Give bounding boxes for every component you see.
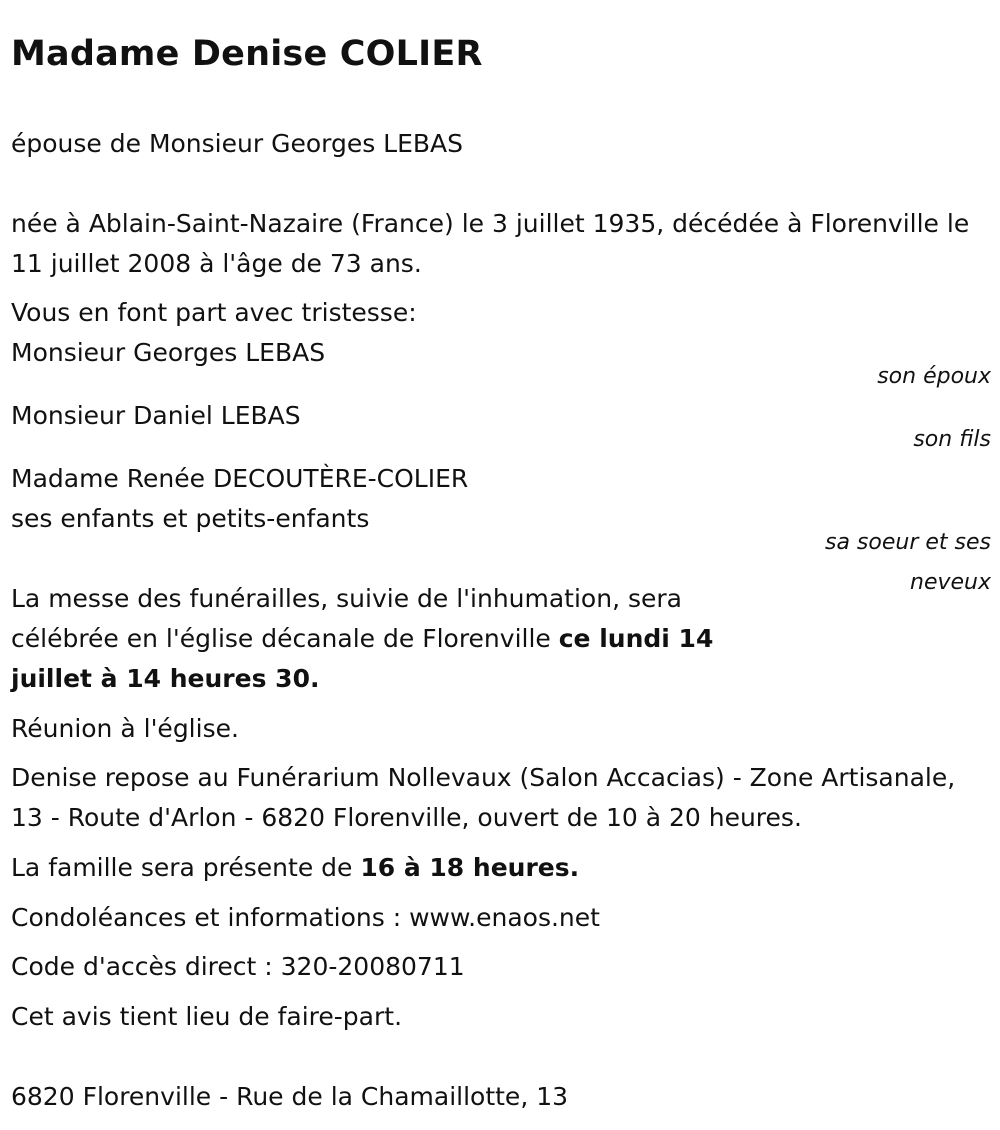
access-code-text: Code d'accès direct : 320-20080711 xyxy=(11,952,465,981)
mass-date: ce lundi 14 juillet à 14 heures 30. xyxy=(11,624,714,693)
address-text: 6820 Florenville - Rue de la Chamaillotte, 13 xyxy=(11,1082,569,1111)
condolences-text: Condoléances et informations : www.enaos.net xyxy=(11,903,600,932)
mass-description: La messe des funérailles, suivie de l'inhumation, sera célébrée en l'église décanale de Florenville xyxy=(11,584,682,653)
family-member-name: Monsieur Daniel LEBAS xyxy=(11,401,301,430)
family-member-role: son époux xyxy=(877,364,991,389)
family-member-name: Madame Renée DECOUTÈRE-COLIER xyxy=(11,464,469,493)
notice-text: Cet avis tient lieu de faire-part. xyxy=(11,1002,403,1031)
family-presence-label: La famille sera présente de xyxy=(11,853,361,882)
family-presence-text xyxy=(11,848,579,888)
meeting-text: Réunion à l'église. xyxy=(11,714,239,743)
family-member-role: sa soeur et ses neveux xyxy=(825,530,991,595)
family-member-role: son fils xyxy=(913,427,991,452)
grandchildren-line: ses enfants et petits-enfants xyxy=(11,504,370,533)
repose-text: Denise repose au Funérarium Nollevaux (Salon Accacias) - Zone Artisanale, 13 - Route d'Arlon - 6820 Florenville, ouvert de 10 à 20 heures. xyxy=(11,763,956,832)
page-title: Madame Denise COLIER xyxy=(11,34,483,74)
spouse-line: épouse de Monsieur Georges LEBAS xyxy=(11,129,464,158)
family-member-name: Monsieur Georges LEBAS xyxy=(11,338,326,367)
announce-intro: Vous en font part avec tristesse: xyxy=(11,298,417,327)
birth-death-text: née à Ablain-Saint-Nazaire (France) le 3 juillet 1935, décédée à Florenville le 11 juillet 2008 à l'âge de 73 ans. xyxy=(11,209,970,278)
family-presence-hours: 16 à 18 heures. xyxy=(360,853,580,882)
mass-text xyxy=(11,579,731,699)
